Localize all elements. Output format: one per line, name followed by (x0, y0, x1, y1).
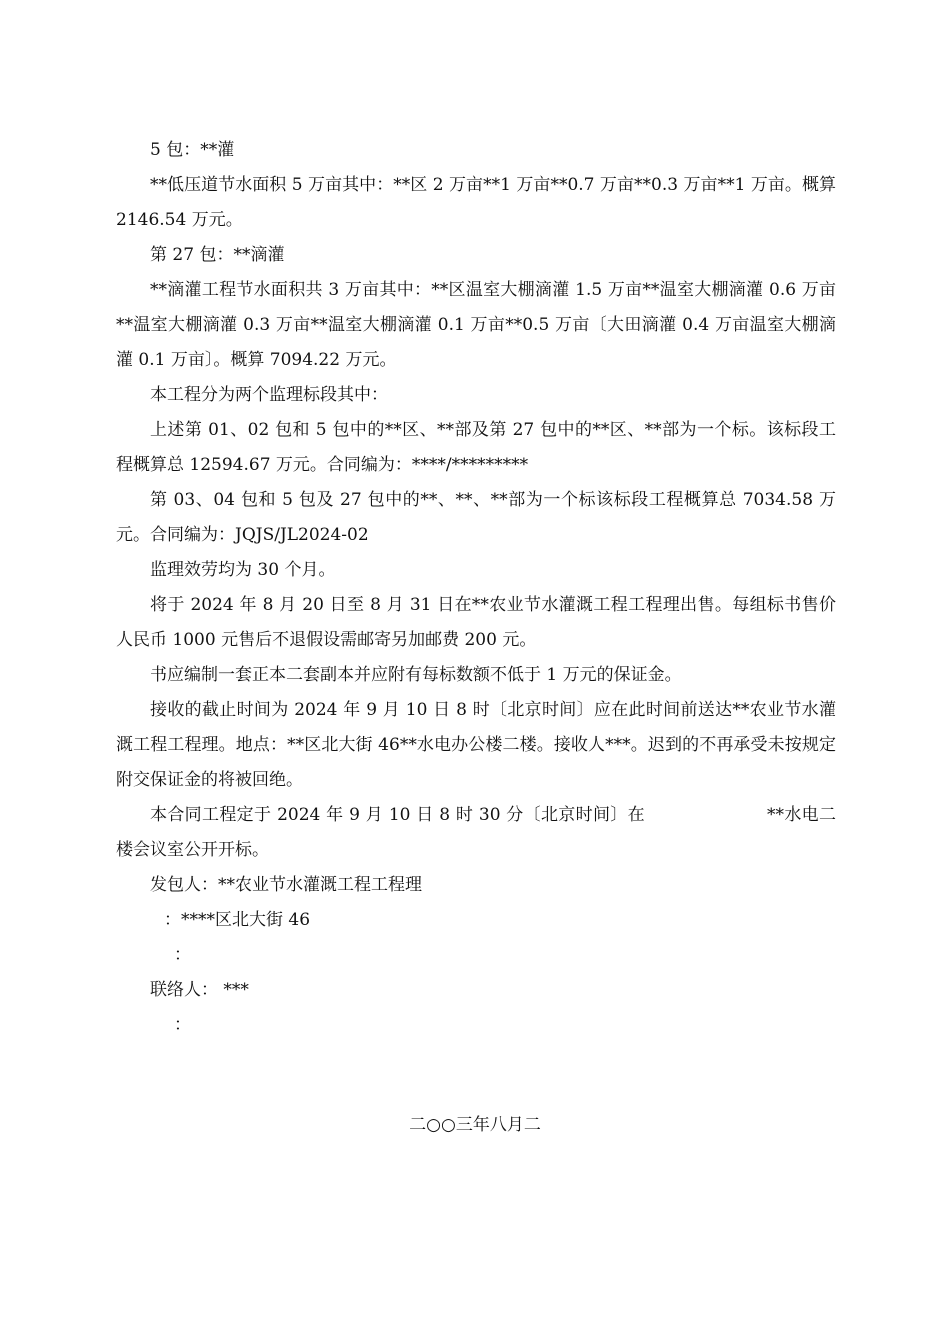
bid-opening-part1: 本合同工程定于 2024 年 9 月 10 日 8 时 30 分〔北京时间〕在 (150, 805, 645, 825)
contact-colon-2: ： (174, 1015, 191, 1035)
package-27-heading: 第 27 包：**滴灌 (150, 245, 285, 265)
contact-colon-1: ： (174, 945, 191, 965)
document-date: 二○○三年八月二 (409, 1115, 541, 1135)
bid-opening-part2: **水电二楼会议室公开开标。 (116, 805, 836, 860)
deadline-info: 接收的截止时间为 2024 年 9 月 10 日 8 时〔北京时间〕应在此时间前送达**农业节水灌溉工程工程理。地点：**区北大街 46**水电办公楼二楼。接收人***。迟到的不再承受未按规定附交保证金的将被回绝。 (116, 700, 836, 790)
bid-copies-info: 书应编制一套正本二套副本并应附有每标数额不低于 1 万元的保证金。 (150, 665, 682, 685)
section-1-detail: 上述第 01、02 包和 5 包中的**区、**部及第 27 包中的**区、**部为一个标。该标段工程概算总 12594.67 万元。合同编为：****/********* (116, 420, 836, 475)
package-5-detail: **低压道节水面积 5 万亩其中：**区 2 万亩**1 万亩**0.7 万亩**0.3 万亩**1 万亩。概算 2146.54 万元。 (116, 175, 836, 230)
supervision-sections-intro: 本工程分为两个监理标段其中： (150, 385, 388, 405)
sale-info: 将于 2024 年 8 月 20 日至 8 月 31 日在**农业节水灌溉工程工程理出售。每组标书售价人民币 1000 元售后不退假设需邮寄另加邮费 200 元。 (116, 595, 836, 650)
bid-opening-info (116, 798, 836, 868)
document-body (116, 133, 836, 1043)
address-line: ：****区北大街 46 (164, 910, 311, 930)
issuer-line: 发包人：**农业节水灌溉工程工程理 (150, 875, 422, 895)
service-period: 监理效劳均为 30 个月。 (150, 560, 336, 580)
package-27-detail: **滴灌工程节水面积共 3 万亩其中：**区温室大棚滴灌 1.5 万亩**温室大棚滴灌 0.6 万亩**温室大棚滴灌 0.3 万亩**温室大棚滴灌 0.1 万亩**0.5 万亩〔大田滴灌 0.4 万亩温室大棚滴灌 0.1 万亩〕。概算 7094.22 万元。 (116, 280, 836, 370)
package-5-heading: 5 包：**灌 (150, 140, 235, 160)
liaison-line: 联络人： *** (150, 980, 249, 1000)
section-2-detail: 第 03、04 包和 5 包及 27 包中的**、**、**部为一个标该标段工程概算总 7034.58 万元。合同编为：JQJS/JL2024-02 (116, 490, 836, 545)
